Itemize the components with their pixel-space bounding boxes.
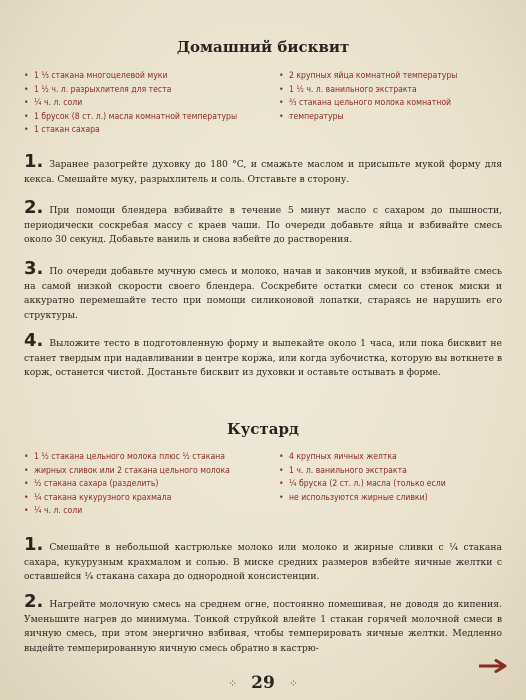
ingredients-list-left-2 (24, 451, 230, 519)
ingredient-item: • 1 ½ стакана цельного молока плюс ½ стакана (24, 451, 230, 465)
section-title-biscuit: Домашний бисквит (176, 38, 350, 56)
ingredient-item: • ½ стакана сахара (разделить) (24, 478, 230, 492)
ingredient-item: • 1 брусок (8 ст. л.) масла комнатной температуры (24, 111, 237, 125)
step-number: 1. (24, 151, 44, 172)
ingredients-list-right-2 (279, 451, 446, 505)
ingredient-item-continuation: • температуры (279, 111, 457, 125)
step-number: 4. (24, 330, 44, 351)
step-number: 3. (24, 258, 44, 279)
ingredient-item: • 2 крупных яйца комнатной температуры (279, 70, 457, 84)
step-number: 1. (24, 534, 44, 555)
step-number: 2. (24, 197, 44, 218)
ingredient-item: • 1 стакан сахара (24, 124, 237, 138)
step-text: По очереди добавьте мучную смесь и молоко, начав и закончив мукой, и взбивайте смесь на самой низкой скорости своего блендера. Соскребите остатки смеси со стенок миски и аккуратно перемешайте тесто при помощи силиконовой лопатки, стараясь не нарушить его структуры. (24, 266, 502, 321)
section-title-custard: Кустард (227, 420, 299, 438)
ingredient-item: • ¼ ч. л. соли (24, 97, 237, 111)
page-number: 29 (251, 673, 275, 693)
step-text: Заранее разогрейте духовку до 180 °C, и смажьте маслом и присыпьте мукой форму для кекса. Смешайте муку, разрыхлитель и соль. Отставьте в сторону. (24, 159, 502, 185)
ingredient-item: • ¼ бруска (2 ст. л.) масла (только если (279, 478, 446, 492)
step-number: 2. (24, 591, 44, 612)
ingredient-item: • 1 ⅓ стакана многоцелевой муки (24, 70, 237, 84)
step-text: Выложите тесто в подготовленную форму и выпекайте около 1 часа, или пока бисквит не станет твердым при надавливании в центре коржа, или когда зубочистка, которую вы воткнете в корж, останется чистой. Достаньте бисквит из духовки и оставьте остывать в форме. (24, 338, 502, 379)
custard-step-1 (24, 534, 502, 585)
ingredients-list-right-1 (279, 70, 457, 124)
ingredient-item: • 4 крупных яичных желтка (279, 451, 446, 465)
ingredient-item: • 1 ½ ч. л. разрыхлителя для теста (24, 84, 237, 98)
step-text: При помощи блендера взбивайте в течение 5 минут масло с сахаром до пышности, периодически соскребая массу с краев чаши. По очереди добавьте яйца и взбивайте смесь около 30 секунд. Добавьте ваниль и снова взбейте до растворения. (24, 205, 502, 246)
step-3 (24, 258, 502, 323)
ingredient-item: • ⅔ стакана цельного молока комнатной (279, 97, 457, 111)
ornament-left-icon: ⁘ (227, 676, 238, 690)
ingredient-item: • 1 ½ ч. л. ванильного экстракта (279, 84, 457, 98)
step-text: Смешайте в небольшой кастрюльке молоко или молоко и жирные сливки с ¼ стакана сахара, кукурузным крахмалом и солью. В миске средних размеров взбейте яичные желтки с оставшейся ¼ стакана сахара до однородной консистенции. (24, 542, 502, 583)
step-1 (24, 151, 502, 187)
step-text: Нагрейте молочную смесь на среднем огне, постоянно помешивая, не доводя до кипения. Уменьшите нагрев до минимума. Тонкой струйкой влейте 1 стакан горячей молочной смеси в яичную смесь, при этом энергично взбивая, чтобы темперировать яичные желтки. Медленно выдейте темперированную яичную смесь обратно в кастрю- (24, 599, 502, 654)
ingredient-item: • ¼ ч. л. соли (24, 505, 230, 519)
ingredient-item: • 1 ч. л. ванильного экстракта (279, 465, 446, 479)
ornament-right-icon: ⁘ (288, 676, 299, 690)
page-footer (0, 671, 526, 695)
step-4 (24, 330, 502, 381)
ingredient-item-continuation: • не используются жирные сливки) (279, 492, 446, 506)
ingredients-list-left-1 (24, 70, 237, 138)
custard-step-2 (24, 591, 502, 656)
ingredient-item: • ¼ стакана кукурузного крахмала (24, 492, 230, 506)
step-2 (24, 197, 502, 248)
ingredient-item-continuation: • жирных сливок или 2 стакана цельного молока (24, 465, 230, 479)
